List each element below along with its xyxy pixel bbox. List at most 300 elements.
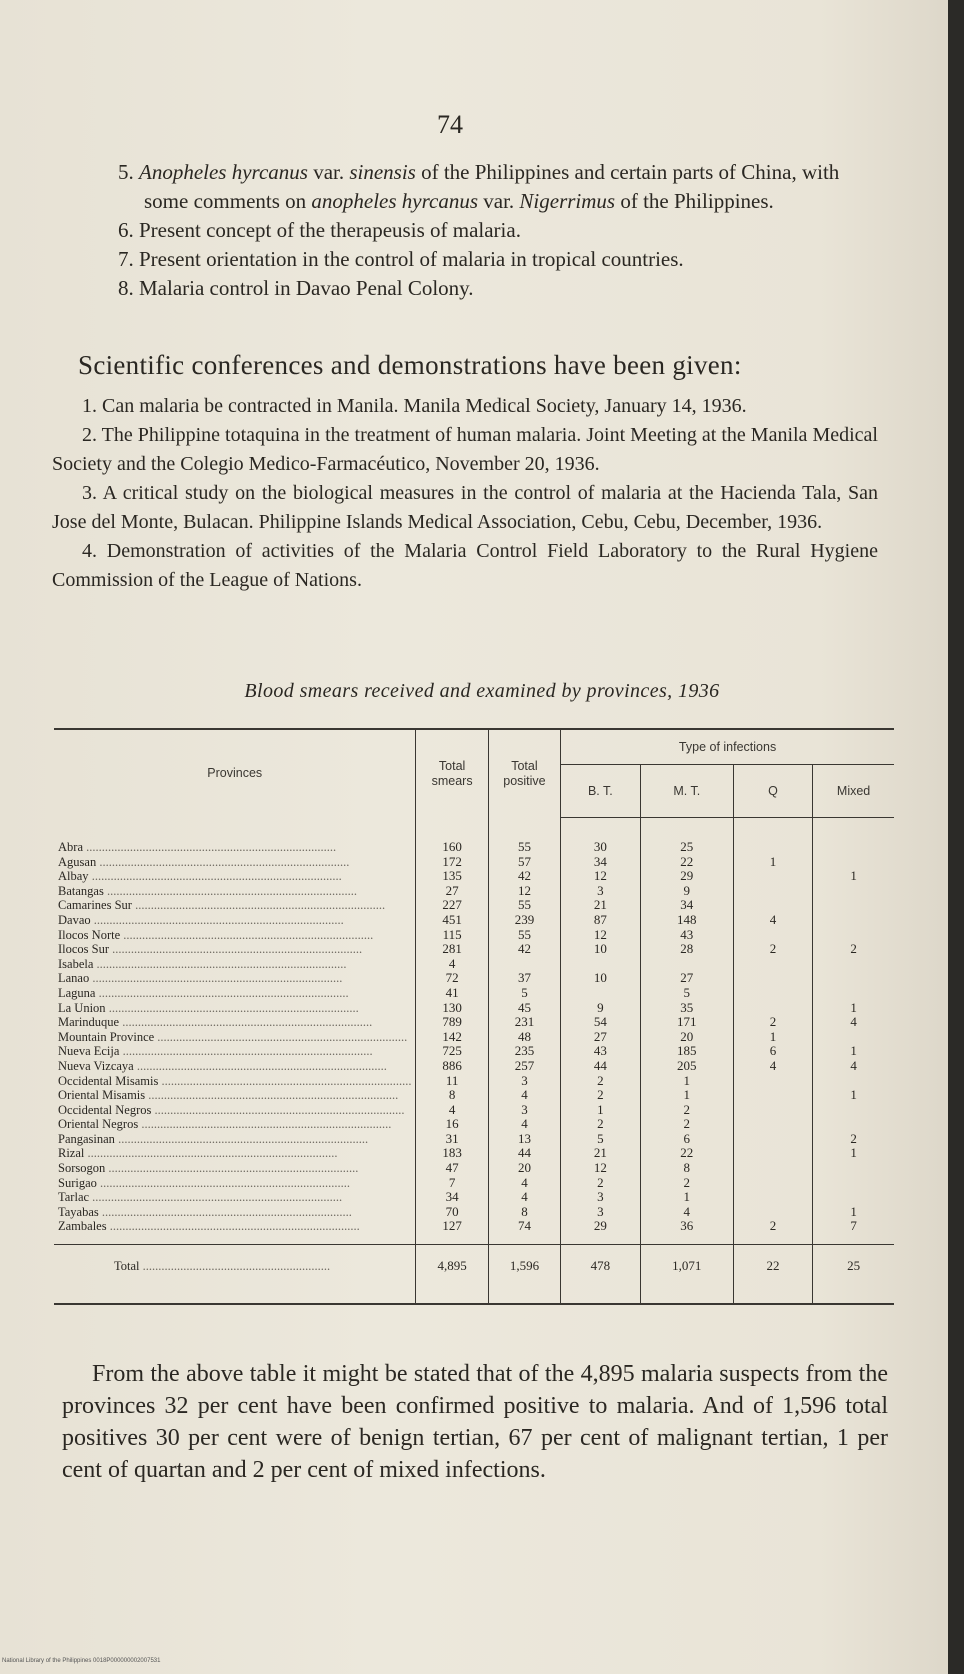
mixed-cell: [813, 898, 894, 913]
province-name: Occidental Negros: [58, 1102, 152, 1117]
conference-list: [52, 392, 878, 595]
total-positive-cell: 55: [488, 818, 560, 855]
publication-item: [118, 274, 878, 303]
header-mt: M. T.: [640, 765, 733, 818]
total-positive-cell: 4: [488, 1088, 560, 1103]
leader-dots: ................................................................................: [105, 1000, 359, 1015]
total-smears-cell: 4: [416, 1103, 488, 1118]
mt-cell: 1: [640, 1074, 733, 1089]
table-row: [54, 884, 894, 899]
leader-dots: ................................................................................: [93, 956, 347, 971]
bt-cell: [561, 957, 640, 972]
bt-cell: 21: [561, 898, 640, 913]
publication-item: [118, 245, 878, 274]
total-positive-cell: 45: [488, 1001, 560, 1016]
table-row: [54, 1176, 894, 1191]
mt-cell: 22: [640, 855, 733, 870]
province-name: Albay: [58, 869, 89, 884]
summary-paragraph: [62, 1358, 888, 1486]
province-name: Batangas: [58, 883, 104, 898]
table-row: [54, 898, 894, 913]
bt-cell: 3: [561, 1205, 640, 1220]
q-cell: 4: [733, 1059, 812, 1074]
mixed-cell: 2: [813, 942, 894, 957]
leader-dots: ................................................................................: [109, 942, 363, 957]
blood-smears-table: [54, 728, 894, 1305]
leader-dots: ................................................................................: [151, 1102, 405, 1117]
q-cell: [733, 1103, 812, 1118]
province-cell: [54, 1117, 416, 1132]
province-name: Nueva Vizcaya: [58, 1058, 134, 1073]
item-text: of the Philippines.: [615, 189, 774, 213]
total-positive-cell: 3: [488, 1103, 560, 1118]
mixed-cell: [813, 1117, 894, 1132]
total-smears-cell: 789: [416, 1015, 488, 1030]
province-name: Oriental Negros: [58, 1117, 139, 1132]
mt-cell: 4: [640, 1205, 733, 1220]
province-cell: [54, 869, 416, 884]
q-cell: [733, 1146, 812, 1161]
table-row: [54, 1044, 894, 1059]
q-cell: [733, 971, 812, 986]
mixed-cell: 1: [813, 1205, 894, 1220]
leader-dots: ................................................................................: [89, 971, 343, 986]
summary-text: From the above table it might be stated that of the 4,895 malaria suspects from the provinces 32 per cent have been confirmed positive to malaria. And of 1,596 total positives 30 per cent were of benign tertian, 67 per cent of malignant tertian, 1 per cent of quartan and 2 per cent of mixed infections.: [62, 1361, 888, 1483]
leader-dots: ............................................................: [139, 1258, 331, 1273]
province-cell: [54, 1001, 416, 1016]
mt-cell: [640, 957, 733, 972]
bt-cell: 2: [561, 1176, 640, 1191]
item-number: 8.: [118, 276, 134, 300]
mt-cell: 5: [640, 986, 733, 1001]
province-name: Zambales: [58, 1219, 107, 1234]
province-cell: [54, 1088, 416, 1103]
total-label-cell: [54, 1245, 416, 1305]
total-positive-cell: 37: [488, 971, 560, 986]
conference-item: 1. Can malaria be contracted in Manila. Manila Medical Society, January 14, 1936.: [82, 395, 747, 417]
total-positive-cell: [488, 957, 560, 972]
total-smears-cell: 34: [416, 1190, 488, 1205]
mt-cell: 43: [640, 928, 733, 943]
mt-cell: 2: [640, 1103, 733, 1118]
province-name: Ilocos Norte: [58, 927, 121, 942]
mt-cell: 2: [640, 1176, 733, 1191]
mt-cell: 36: [640, 1219, 733, 1244]
province-name: Sorsogon: [58, 1161, 106, 1176]
header-provinces: Provinces: [207, 766, 263, 781]
mixed-cell: 4: [813, 1015, 894, 1030]
province-cell: [54, 1074, 416, 1089]
province-cell: [54, 1161, 416, 1176]
total-smears-cell: 47: [416, 1161, 488, 1176]
conference-item: 4. Demonstration of activities of the Malaria Control Field Laboratory to the Rural Hygiene Commission of the League of Nations.: [52, 540, 878, 591]
total-row: [54, 1245, 894, 1305]
mixed-cell: [813, 884, 894, 899]
bt-cell: 9: [561, 1001, 640, 1016]
q-cell: 2: [733, 942, 812, 957]
bt-cell: 12: [561, 1161, 640, 1176]
bt-cell: 10: [561, 942, 640, 957]
total-positive-cell: 48: [488, 1030, 560, 1045]
q-cell: 1: [733, 1030, 812, 1045]
province-name: Rizal: [58, 1146, 85, 1161]
mt-cell: 9: [640, 884, 733, 899]
mixed-cell: [813, 1161, 894, 1176]
total-smears-cell: 183: [416, 1146, 488, 1161]
table-row: [54, 913, 894, 928]
item-text: Present orientation in the control of malaria in tropical countries.: [139, 247, 684, 271]
mixed-cell: [813, 855, 894, 870]
q-cell: [733, 869, 812, 884]
province-cell: [54, 898, 416, 913]
mixed-cell: [813, 1190, 894, 1205]
bt-cell: 12: [561, 928, 640, 943]
mixed-cell: 1: [813, 1001, 894, 1016]
total-positive-cell: 4: [488, 1117, 560, 1132]
table-row: [54, 1088, 894, 1103]
item-text: var.: [478, 189, 520, 213]
bt-cell: 3: [561, 1190, 640, 1205]
q-cell: 1: [733, 855, 812, 870]
province-name: Tayabas: [58, 1204, 99, 1219]
province-name: Marinduque: [58, 1015, 120, 1030]
leader-dots: ................................................................................: [120, 927, 374, 942]
table-row: [54, 1103, 894, 1118]
mt-cell: 28: [640, 942, 733, 957]
mt-cell: 25: [640, 818, 733, 855]
q-cell: [733, 1205, 812, 1220]
province-name: Ilocos Sur: [58, 942, 110, 957]
footer-watermark: National Library of the Philippines 0018P000000002007531: [2, 1658, 161, 1664]
table-row: [54, 855, 894, 870]
total-positive-cell: 231: [488, 1015, 560, 1030]
total-total-smears-cell: 4,895: [416, 1245, 488, 1305]
q-cell: [733, 1132, 812, 1147]
mt-cell: 22: [640, 1146, 733, 1161]
mixed-cell: 2: [813, 1132, 894, 1147]
total-smears-cell: 725: [416, 1044, 488, 1059]
q-cell: [733, 1074, 812, 1089]
total-smears-cell: 160: [416, 818, 488, 855]
bt-cell: 54: [561, 1015, 640, 1030]
province-cell: [54, 986, 416, 1001]
mixed-cell: [813, 913, 894, 928]
mt-cell: 35: [640, 1001, 733, 1016]
total-smears-cell: 16: [416, 1117, 488, 1132]
province-cell: [54, 1030, 416, 1045]
item-text: Anopheles hyrcanus: [139, 160, 308, 184]
table-row: [54, 1074, 894, 1089]
bt-cell: 21: [561, 1146, 640, 1161]
mixed-cell: [813, 1030, 894, 1045]
province-name: La Union: [58, 1000, 106, 1015]
mixed-cell: 7: [813, 1219, 894, 1244]
item-text: var.: [307, 160, 350, 184]
q-cell: [733, 1176, 812, 1191]
mt-cell: 148: [640, 913, 733, 928]
q-cell: [733, 957, 812, 972]
leader-dots: ................................................................................: [103, 883, 357, 898]
header-q: Q: [733, 765, 812, 818]
bt-cell: 12: [561, 869, 640, 884]
total-smears-cell: 27: [416, 884, 488, 899]
table-row: [54, 957, 894, 972]
table-row: [54, 986, 894, 1001]
total-positive-cell: 55: [488, 898, 560, 913]
total-smears-cell: 127: [416, 1219, 488, 1244]
mt-cell: 29: [640, 869, 733, 884]
mt-cell: 34: [640, 898, 733, 913]
province-name: Camarines Sur: [58, 898, 132, 913]
total-positive-cell: 8: [488, 1205, 560, 1220]
table-row: [54, 1001, 894, 1016]
province-name: Pangasinan: [58, 1131, 115, 1146]
mt-cell: 171: [640, 1015, 733, 1030]
total-positive-cell: 235: [488, 1044, 560, 1059]
total-total-positive-cell: 1,596: [488, 1245, 560, 1305]
bt-cell: 5: [561, 1132, 640, 1147]
total-smears-cell: 281: [416, 942, 488, 957]
header-mixed: Mixed: [813, 765, 894, 818]
item-text: Present concept of the therapeusis of malaria.: [139, 218, 521, 242]
bt-cell: 34: [561, 855, 640, 870]
bt-cell: 30: [561, 818, 640, 855]
total-positive-cell: 20: [488, 1161, 560, 1176]
province-name: Surigao: [58, 1175, 97, 1190]
leader-dots: ................................................................................: [89, 1190, 343, 1205]
table-row: [54, 869, 894, 884]
total-positive-cell: 3: [488, 1074, 560, 1089]
mixed-cell: [813, 957, 894, 972]
table-row: [54, 1132, 894, 1147]
item-text: Nigerrimus: [519, 189, 616, 213]
leader-dots: ................................................................................: [88, 869, 342, 884]
province-name: Lanao: [58, 971, 90, 986]
item-number: 6.: [118, 218, 134, 242]
mixed-cell: [813, 971, 894, 986]
header-total-positive: Total positive: [488, 729, 560, 818]
table-row: [54, 818, 894, 855]
province-cell: [54, 957, 416, 972]
q-cell: [733, 898, 812, 913]
total-smears-cell: 142: [416, 1030, 488, 1045]
leader-dots: ................................................................................: [119, 1015, 373, 1030]
leader-dots: ................................................................................: [133, 1058, 387, 1073]
bt-cell: 2: [561, 1088, 640, 1103]
leader-dots: ................................................................................: [96, 1175, 351, 1190]
table-row: [54, 928, 894, 943]
leader-dots: ................................................................................: [83, 839, 337, 854]
q-cell: [733, 884, 812, 899]
publication-list: [118, 158, 878, 303]
scan-edge: [948, 0, 964, 1674]
total-positive-cell: 42: [488, 869, 560, 884]
table-caption: Blood smears received and examined by provinces, 1936: [244, 680, 720, 702]
leader-dots: ................................................................................: [84, 1146, 338, 1161]
province-cell: [54, 1176, 416, 1191]
table-row: [54, 1030, 894, 1045]
q-cell: [733, 1117, 812, 1132]
table-row: [54, 1059, 894, 1074]
leader-dots: ................................................................................: [131, 898, 386, 913]
province-name: Tarlac: [58, 1190, 90, 1205]
item-number: 7.: [118, 247, 134, 271]
item-text: Malaria control in Davao Penal Colony.: [139, 276, 474, 300]
province-cell: [54, 1190, 416, 1205]
total-positive-cell: 12: [488, 884, 560, 899]
province-cell: [54, 818, 416, 855]
total-smears-cell: 227: [416, 898, 488, 913]
total-smears-cell: 7: [416, 1176, 488, 1191]
province-name: Mountain Province: [58, 1029, 155, 1044]
item-text: sinensis: [349, 160, 416, 184]
province-name: Occidental Misamis: [58, 1073, 159, 1088]
total-smears-cell: 130: [416, 1001, 488, 1016]
q-cell: [733, 818, 812, 855]
leader-dots: ................................................................................: [145, 1088, 399, 1103]
item-text: of the Philippines and certain parts of China, with some comments on: [144, 160, 840, 213]
bt-cell: 87: [561, 913, 640, 928]
mixed-cell: 1: [813, 1146, 894, 1161]
mt-cell: 20: [640, 1030, 733, 1045]
header-bt: B. T.: [561, 765, 640, 818]
total-positive-cell: 257: [488, 1059, 560, 1074]
total-smears-cell: 115: [416, 928, 488, 943]
leader-dots: ................................................................................: [98, 1204, 352, 1219]
mixed-cell: [813, 818, 894, 855]
total-smears-cell: 4: [416, 957, 488, 972]
total-smears-cell: 31: [416, 1132, 488, 1147]
total-positive-cell: 13: [488, 1132, 560, 1147]
bt-cell: 29: [561, 1219, 640, 1244]
bt-cell: 2: [561, 1117, 640, 1132]
province-cell: [54, 1103, 416, 1118]
publication-item: [118, 158, 878, 216]
conference-item: 2. The Philippine totaquina in the treatment of human malaria. Joint Meeting at the Manila Medical Society and the Colegio Medico-Farmacéutico, November 20, 1936.: [52, 424, 878, 475]
total-positive-cell: 57: [488, 855, 560, 870]
leader-dots: ................................................................................: [90, 912, 344, 927]
total-smears-cell: 135: [416, 869, 488, 884]
province-cell: [54, 1044, 416, 1059]
total-label: Total: [114, 1258, 140, 1273]
q-cell: 6: [733, 1044, 812, 1059]
total-mt-cell: 1,071: [640, 1245, 733, 1305]
q-cell: [733, 1190, 812, 1205]
province-cell: [54, 1059, 416, 1074]
mixed-cell: 4: [813, 1059, 894, 1074]
total-smears-cell: 172: [416, 855, 488, 870]
mt-cell: 8: [640, 1161, 733, 1176]
mt-cell: 1: [640, 1088, 733, 1103]
bt-cell: 44: [561, 1059, 640, 1074]
mt-cell: 2: [640, 1117, 733, 1132]
mixed-cell: [813, 928, 894, 943]
province-cell: [54, 855, 416, 870]
mt-cell: 185: [640, 1044, 733, 1059]
mixed-cell: 1: [813, 1088, 894, 1103]
leader-dots: ................................................................................: [138, 1117, 392, 1132]
total-bt-cell: 478: [561, 1245, 640, 1305]
province-name: Oriental Misamis: [58, 1088, 146, 1103]
bt-cell: 2: [561, 1074, 640, 1089]
province-cell: [54, 1219, 416, 1244]
total-smears-cell: 41: [416, 986, 488, 1001]
total-smears-cell: 451: [416, 913, 488, 928]
province-cell: [54, 913, 416, 928]
leader-dots: ................................................................................: [158, 1073, 412, 1088]
leader-dots: ................................................................................: [119, 1044, 373, 1059]
total-smears-cell: 70: [416, 1205, 488, 1220]
province-name: Abra: [58, 839, 83, 854]
mt-cell: 6: [640, 1132, 733, 1147]
bt-cell: [561, 986, 640, 1001]
table-row: [54, 1219, 894, 1244]
province-cell: [54, 884, 416, 899]
q-cell: [733, 1088, 812, 1103]
total-mixed-cell: 25: [813, 1245, 894, 1305]
mixed-cell: [813, 1103, 894, 1118]
page-number: 74: [437, 110, 463, 139]
leader-dots: ................................................................................: [95, 985, 349, 1000]
total-smears-cell: 8: [416, 1088, 488, 1103]
item-text: anopheles hyrcanus: [311, 189, 479, 213]
total-positive-cell: 4: [488, 1176, 560, 1191]
q-cell: 2: [733, 1219, 812, 1244]
mt-cell: 27: [640, 971, 733, 986]
mixed-cell: [813, 1074, 894, 1089]
conference-item: 3. A critical study on the biological measures in the control of malaria at the Hacienda Tala, San Jose del Monte, Bulacan. Philippine Islands Medical Association, Cebu, Cebu, December, 1936.: [52, 482, 878, 533]
table-row: [54, 1161, 894, 1176]
province-name: Laguna: [58, 985, 96, 1000]
total-positive-cell: 5: [488, 986, 560, 1001]
province-cell: [54, 1205, 416, 1220]
header-total-smears: Total smears: [416, 729, 488, 818]
total-smears-cell: 72: [416, 971, 488, 986]
leader-dots: ................................................................................: [105, 1161, 359, 1176]
table-row: [54, 1146, 894, 1161]
table-row: [54, 1190, 894, 1205]
bt-cell: 3: [561, 884, 640, 899]
province-name: Nueva Ecija: [58, 1044, 120, 1059]
total-positive-cell: 42: [488, 942, 560, 957]
table-row: [54, 942, 894, 957]
province-name: Agusan: [58, 854, 97, 869]
section-heading: Scientific conferences and demonstrations have been given:: [78, 350, 742, 380]
mixed-cell: 1: [813, 1044, 894, 1059]
q-cell: [733, 986, 812, 1001]
province-cell: [54, 1146, 416, 1161]
total-positive-cell: 239: [488, 913, 560, 928]
province-name: Isabela: [58, 956, 94, 971]
table-row: [54, 1205, 894, 1220]
province-cell: [54, 1015, 416, 1030]
header-type-of-infections: Type of infections: [561, 729, 894, 765]
total-q-cell: 22: [733, 1245, 812, 1305]
mixed-cell: [813, 986, 894, 1001]
bt-cell: 27: [561, 1030, 640, 1045]
table-row: [54, 1117, 894, 1132]
leader-dots: ................................................................................: [154, 1029, 408, 1044]
total-positive-cell: 74: [488, 1219, 560, 1244]
total-smears-cell: 11: [416, 1074, 488, 1089]
item-number: 5.: [118, 160, 134, 184]
province-cell: [54, 971, 416, 986]
mixed-cell: [813, 1176, 894, 1191]
publication-item: [118, 216, 878, 245]
province-cell: [54, 942, 416, 957]
total-smears-cell: 886: [416, 1059, 488, 1074]
table-row: [54, 1015, 894, 1030]
